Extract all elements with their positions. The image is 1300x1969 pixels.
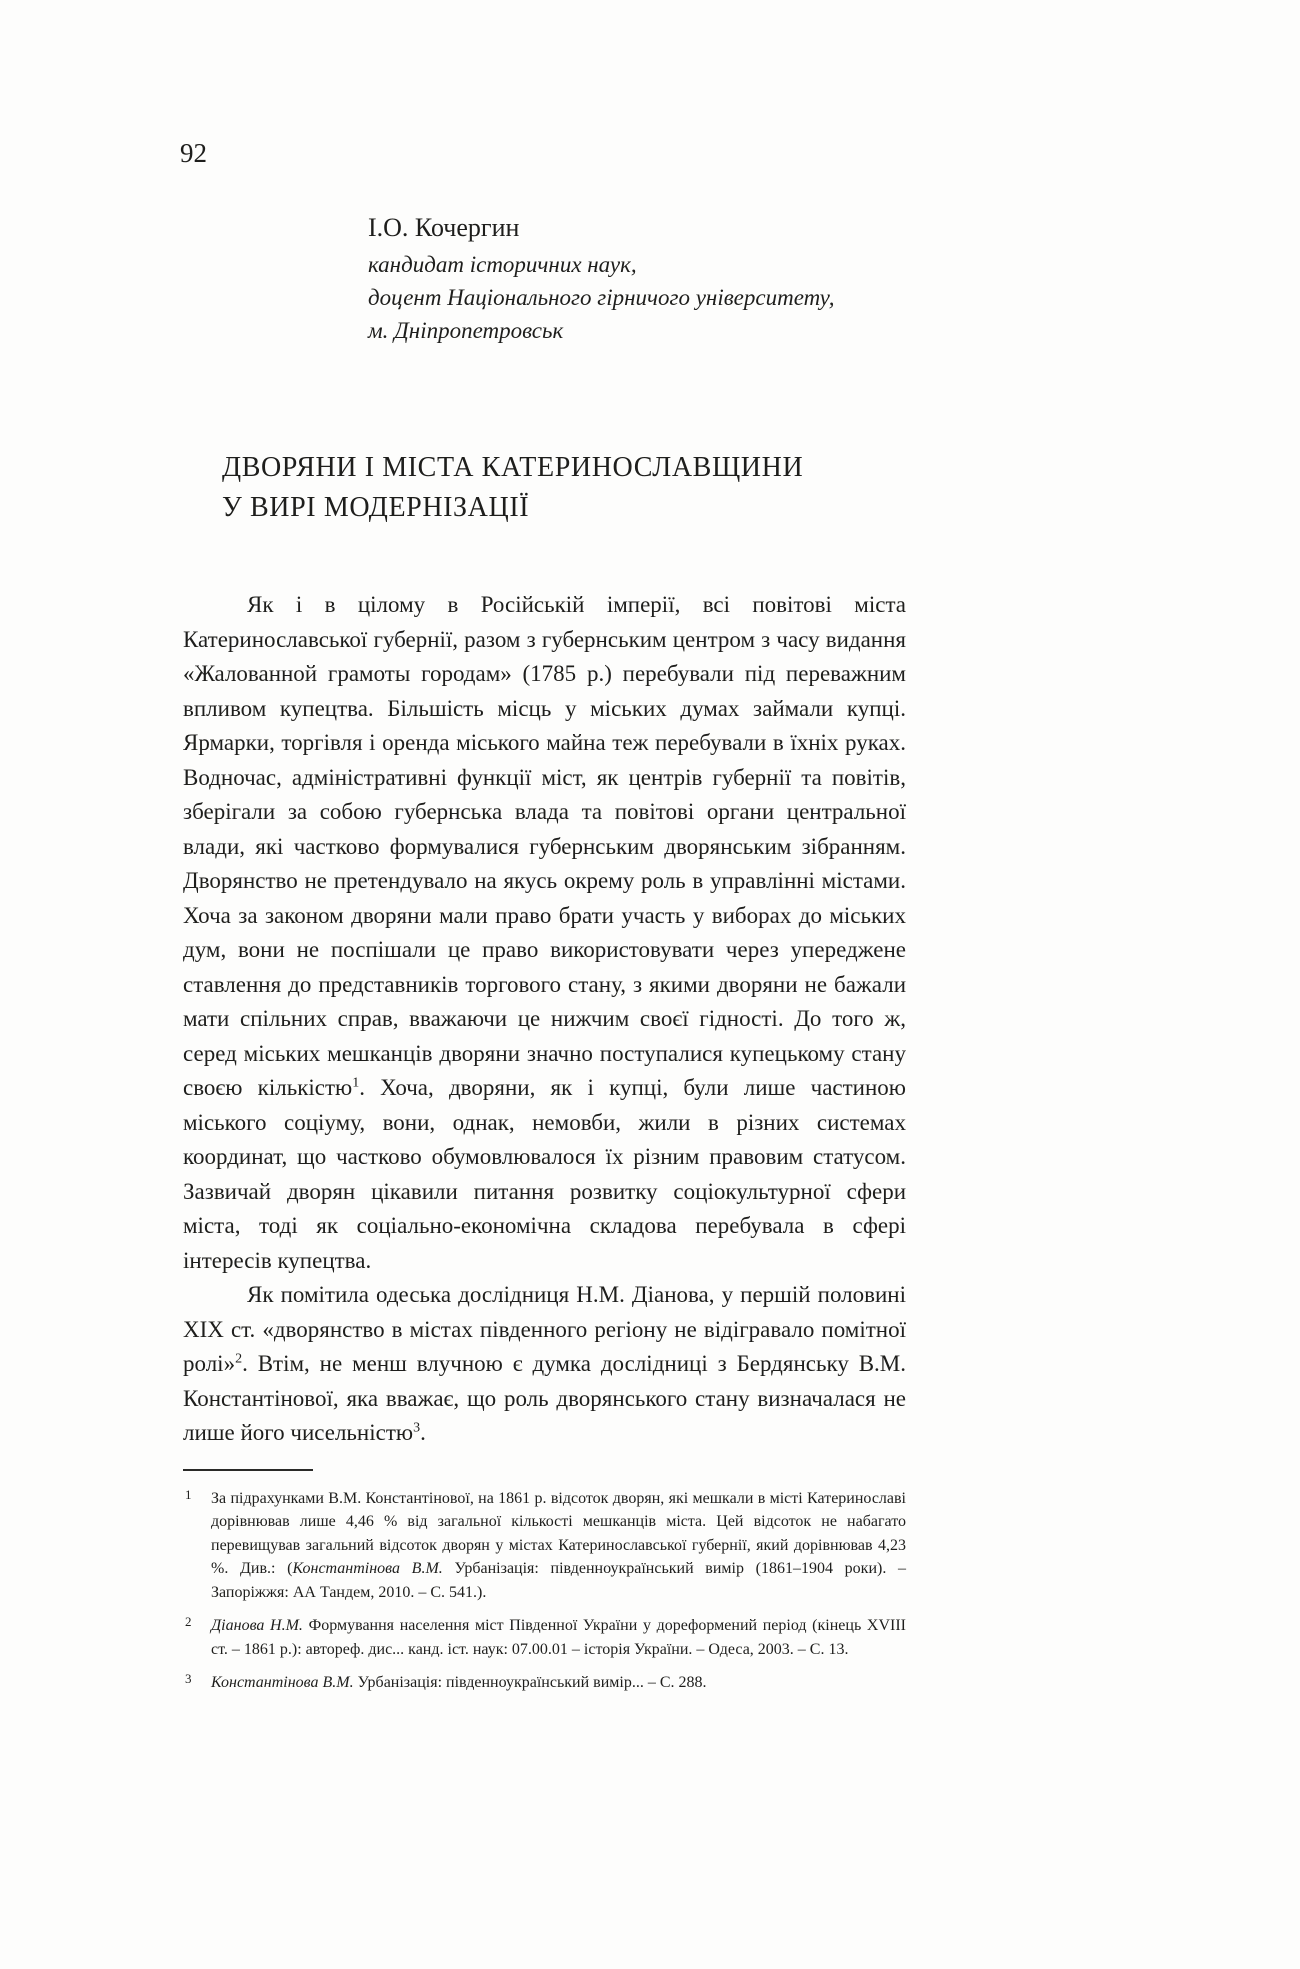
author-block [368, 213, 834, 347]
article-title-line1: ДВОРЯНИ І МІСТА КАТЕРИНОСЛАВЩИНИ [222, 452, 804, 483]
footnote-1-text-cont: Урбанізація: південноукраїнський вимір (1861–1904 роки). – Запоріжжя: АА Тандем, 2010. – С. 541.). [211, 1560, 906, 1601]
footnote-separator-rule [183, 1469, 313, 1471]
author-name: І.О. Кочергин [368, 213, 520, 242]
footnote-1-number: 1 [185, 1486, 192, 1502]
footnote-1-text: За підрахунками В.М. Константінової, на 1861 р. відсоток дворян, які мешкали в місті Катеринославі дорівнював лише 4,46 % від загальної кількості мешканців міста. Цей відсоток не набагато перевищував загальний відсоток дворян у містах Катеринославської губернії, який дорівнював 4,23 %. Див.: ( [211, 1489, 906, 1577]
footnote-2-author: Діанова Н.М. [211, 1617, 303, 1634]
author-city: м. Дніпропетровськ [368, 318, 564, 343]
footnote-1 [183, 1487, 906, 1605]
footnote-ref-3: 3 [413, 1420, 421, 1436]
footnote-3 [183, 1671, 906, 1695]
article-title [222, 448, 803, 528]
paragraph-1-text: Як і в цілому в Російській імперії, всі повітові міста Катеринославської губернії, разом з губернським центром з часу видання «Жалованной грамоты городам» (1785 р.) перебували під переважним впливом купецтва. Більшість місць у міських думах займали купці. Ярмарки, торгівля і оренда міського майна теж перебували в їхніх руках. Водночас, адміністративні функції міст, як центрів губернії та повітів, зберігали за собою губернська влада та повітові органи центральної влади, які частково формувалися губернським дворянським зібранням. Дворянство не претендувало на якусь окрему роль в управлінні містами. Хоча за законом дворяни мали право брати участь у виборах до міських дум, вони не поспішали це право використовувати через упереджене ставлення до представників торгового стану, з якими дворяни не бажали мати спільних справ, вважаючи це нижчим своєї гідності. До того ж, серед міських мешканців дворяни значно поступалися купецькому стану своєю кількістю [183, 592, 906, 1100]
article-body [183, 588, 906, 1705]
paragraph-2-text-cont: . Втім, не менш влучною є думка дослідниці з Бердянську В.М. Константінової, яка вважає, що роль дворянського стану визначалася не лише його чисельністю [183, 1351, 906, 1445]
footnote-3-author: Константінова В.М. [211, 1674, 354, 1691]
footnote-ref-1: 1 [352, 1075, 360, 1091]
paragraph-2 [183, 1278, 906, 1451]
paragraph-2-text-end: . [420, 1420, 426, 1445]
article-title-line2: У ВИРІ МОДЕРНІЗАЦІЇ [222, 492, 530, 523]
footnote-2-number: 2 [185, 1614, 192, 1629]
author-position: доцент Національного гірничого університету, [368, 285, 835, 310]
page-number: 92 [180, 138, 207, 168]
paragraph-2-text: Як помітила одеська дослідниця Н.М. Діанова, у першій половині XIX ст. «дворянство в містах південного регіону не відігравало помітної ролі» [183, 1282, 906, 1376]
footnote-2 [183, 1614, 906, 1661]
author-degree: кандидат історичних наук, [368, 252, 637, 277]
footnote-2-text-cont: Формування населення міст Південної України у дореформений період (кінець XVIII ст. – 1861 р.): автореф. дис... канд. іст. наук: 07.00.01 – історія України. – Одеса, 2003. – С. 13. [211, 1617, 907, 1658]
footnote-3-number: 3 [185, 1671, 192, 1686]
paragraph-1 [183, 588, 906, 1278]
paragraph-1-text-cont: . Хоча, дворяни, як і купці, були лише частиною міського соціуму, вони, однак, немовби, жили в різних системах координат, що частково обумовлювалося їх різним правовим статусом. Зазвичай дворян цікавили питання розвитку соціокультурної сфери міста, тоді як соціально-економічна складова перебувала в сфері інтересів купецтва. [183, 1075, 906, 1273]
footnote-1-author: Константінова В.М. [292, 1560, 443, 1577]
footnote-3-text-cont: Урбанізація: південноукраїнський вимір... – С. 288. [353, 1674, 707, 1691]
footnote-ref-2: 2 [235, 1351, 243, 1367]
